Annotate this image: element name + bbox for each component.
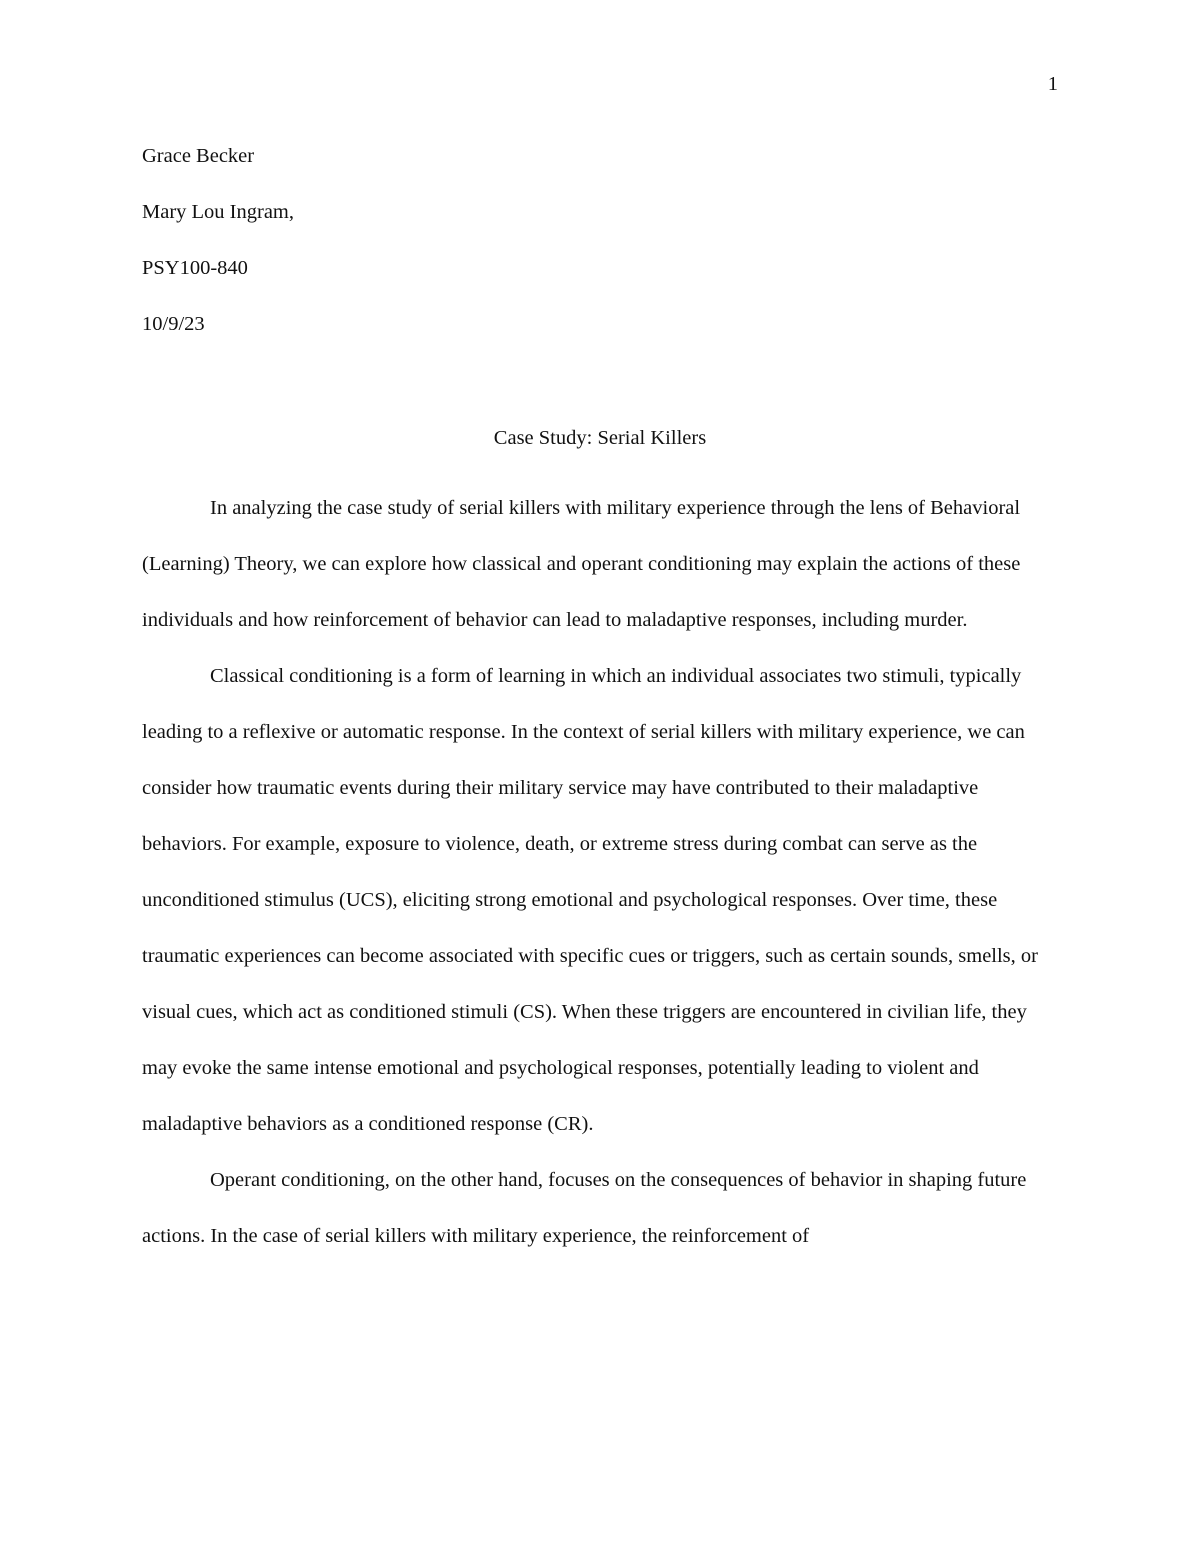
page-number: 1: [1047, 73, 1058, 95]
mla-heading: [142, 142, 1058, 366]
paragraph-classical-conditioning: Classical conditioning is a form of learning in which an individual associates two stimuli, typically leading to a reflexive or automatic response. In the context of serial killers with military experience, we can consider how traumatic events during their military service may have contributed to their maladaptive behaviors. For example, exposure to violence, death, or extreme stress during combat can serve as the unconditioned stimulus (UCS), eliciting strong emotional and psychological responses. Over time, these traumatic experiences can become associated with specific cues or triggers, such as certain sounds, smells, or visual cues, which act as conditioned stimuli (CS). When these triggers are encountered in civilian life, they may evoke the same intense emotional and psychological responses, potentially leading to violent and maladaptive behaviors as a conditioned response (CR).: [142, 665, 1038, 1135]
instructor-name: Mary Lou Ingram,: [142, 201, 294, 223]
document-date: 10/9/23: [142, 313, 205, 335]
document-title: Case Study: Serial Killers: [493, 427, 707, 449]
author-name: Grace Becker: [142, 145, 255, 167]
paragraph-intro: In analyzing the case study of serial killers with military experience through the lens of Behavioral (Learning) Theory, we can explore how classical and operant conditioning may explain the actions of these individuals and how reinforcement of behavior can lead to maladaptive responses, including murder.: [142, 497, 1021, 631]
document-body: [142, 480, 1062, 1264]
paragraph-operant-conditioning: Operant conditioning, on the other hand, focuses on the consequences of behavior in shaping future actions. In the case of serial killers with military experience, the reinforcement of: [142, 1169, 1027, 1247]
course-code: PSY100-840: [142, 257, 248, 279]
